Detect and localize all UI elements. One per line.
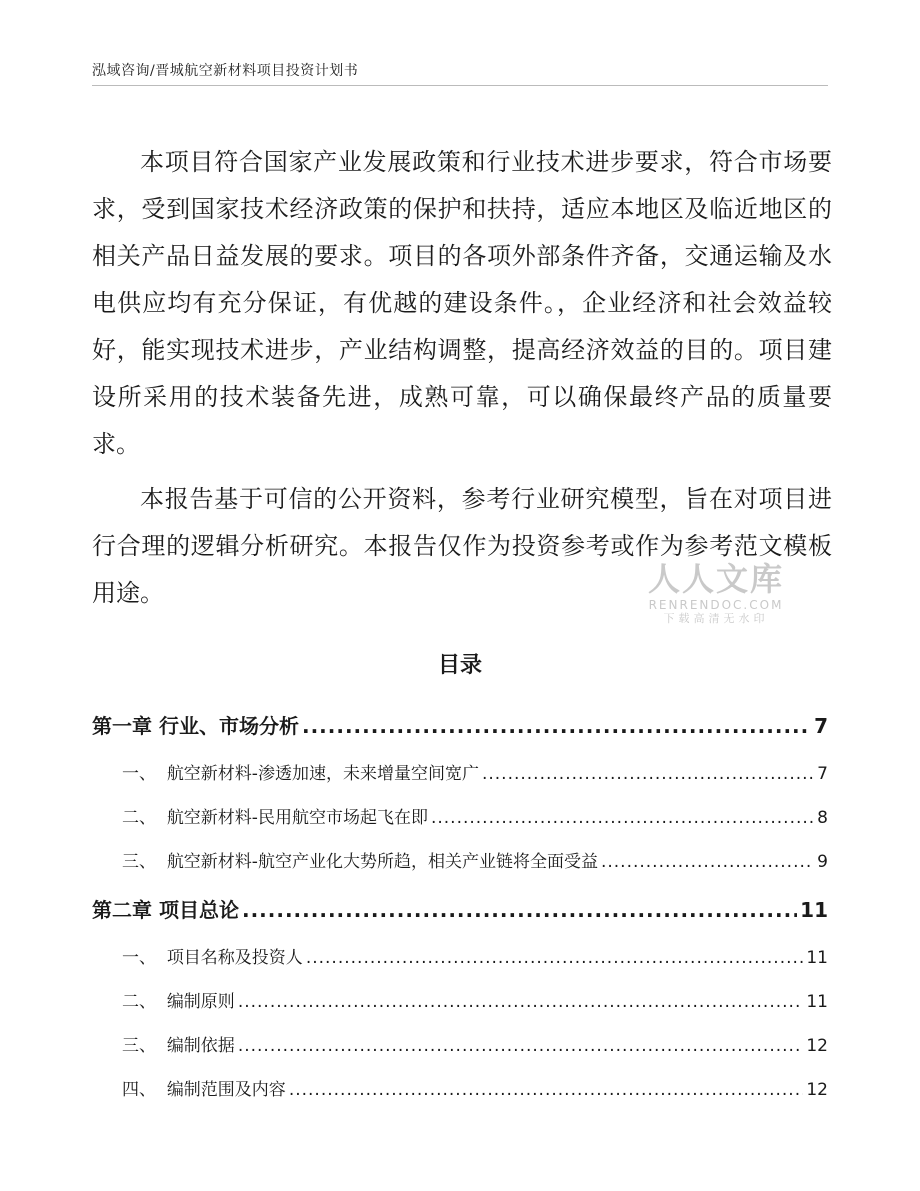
toc-leader-dots [601,840,814,884]
watermark [648,560,784,626]
toc-entry[interactable] [92,796,828,840]
toc-entry-number: 第一章 [92,714,159,738]
toc-leader-dots [302,700,811,752]
toc-entry-page: 7 [814,714,828,738]
toc-entry-label: 航空新材料-渗透加速，未来增量空间宽广 [166,764,479,784]
toc-entry-label: 行业、市场分析 [158,714,299,738]
toc-entry-label: 项目名称及投资人 [166,948,303,968]
toc-entry-page: 8 [817,808,828,828]
watermark-subtitle: 下载高清无水印 [663,612,769,625]
toc-entry-page: 11 [806,948,828,968]
toc-entry[interactable] [92,884,828,936]
toc-entry[interactable] [92,700,828,752]
toc-leader-dots [306,936,804,980]
toc-leader-dots [242,884,797,936]
toc-entry-label: 编制原则 [166,992,235,1012]
toc-entry-number: 二、 [122,992,167,1012]
toc-entry-number: 三、 [122,852,167,872]
toc-entry-label: 航空新材料-航空产业化大势所趋，相关产业链将全面受益 [166,852,598,872]
toc-entry[interactable] [92,980,828,1024]
toc-entry-page: 7 [817,764,828,784]
toc-entry[interactable] [92,1068,828,1112]
toc-leader-dots [482,752,814,796]
toc-leader-dots [289,1068,804,1112]
table-of-contents [92,700,828,1112]
toc-entry-number: 一、 [122,948,167,968]
toc-leader-dots [238,1024,804,1068]
toc-entry-label: 项目总论 [158,898,239,922]
toc-title: 目录 [437,652,482,678]
toc-leader-dots [431,796,814,840]
toc-entry-number: 四、 [122,1080,167,1100]
toc-entry[interactable] [92,752,828,796]
toc-entry-page: 11 [806,992,828,1012]
watermark-title: 人人文库 [648,560,785,598]
watermark-url: RENRENDOC.COM [648,598,784,612]
toc-entry-label: 编制依据 [166,1036,235,1056]
toc-entry-page: 12 [806,1036,828,1056]
toc-entry-number: 二、 [122,808,167,828]
toc-entry-page: 12 [806,1080,828,1100]
toc-entry-number: 三、 [122,1036,167,1056]
toc-entry[interactable] [92,1024,828,1068]
toc-leader-dots [238,980,804,1024]
toc-entry-label: 编制范围及内容 [166,1080,286,1100]
toc-entry-number: 一、 [122,764,167,784]
toc-entry[interactable] [92,840,828,884]
body-paragraph-1: 本项目符合国家产业发展政策和行业技术进步要求，符合市场要求，受到国家技术经济政策的保护和扶持，适应本地区及临近地区的相关产品日益发展的要求。项目的各项外部条件齐备，交通运输及水电供应均有充分保证，有优越的建设条件。，企业经济和社会效益较好，能实现技术进步，产业结构调整，提高经济效益的目的。项目建设所采用的技术装备先进，成熟可靠，可以确保最终产品的质量要求。 [92,148,832,458]
header-divider [92,85,828,86]
body-paragraph-2: 本报告基于可信的公开资料，参考行业研究模型，旨在对项目进行合理的逻辑分析研究。本报告仅作为投资参考或作为参考范文模板用途。 [92,485,832,607]
toc-entry-page: 9 [817,852,828,872]
toc-entry[interactable] [92,936,828,980]
toc-entry-label: 航空新材料-民用航空市场起飞在即 [166,808,428,828]
toc-entry-number: 第二章 [92,898,159,922]
running-header: 泓域咨询/晋城航空新材料项目投资计划书 [92,63,359,79]
toc-entry-page: 11 [800,898,828,922]
